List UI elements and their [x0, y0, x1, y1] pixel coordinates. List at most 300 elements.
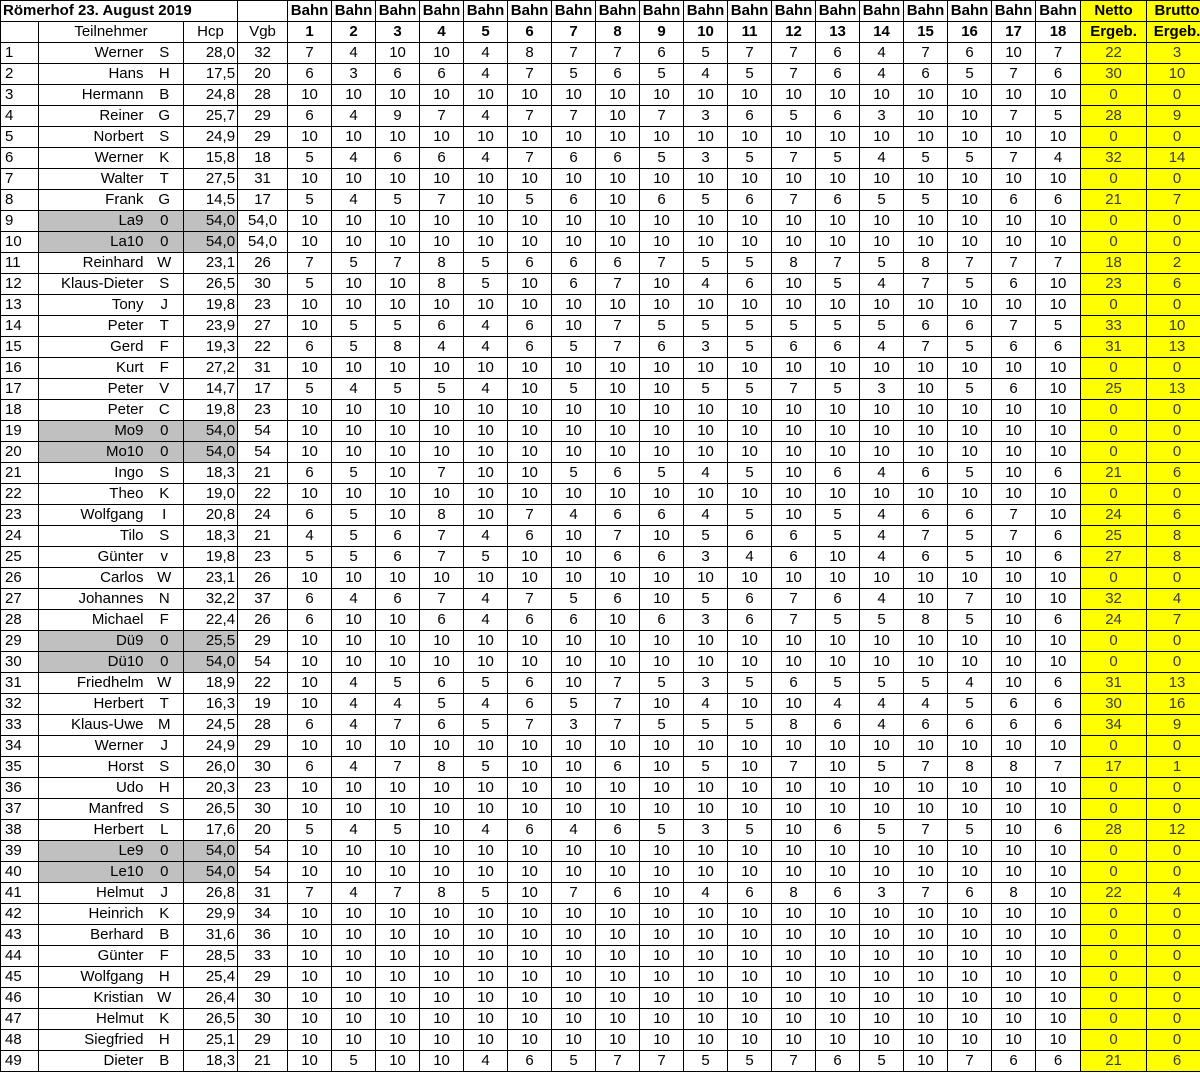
- score-cell: 3: [860, 379, 904, 400]
- score-cell: 5: [684, 589, 728, 610]
- score-cell: 7: [948, 589, 992, 610]
- score-cell: 10: [508, 799, 552, 820]
- score-cell: 10: [948, 211, 992, 232]
- vgb-cell: 33: [238, 946, 288, 967]
- score-cell: 4: [332, 190, 376, 211]
- participant-initial: J: [146, 883, 184, 904]
- score-cell: 10: [596, 127, 640, 148]
- score-cell: 10: [816, 988, 860, 1009]
- score-cell: 7: [992, 316, 1036, 337]
- score-cell: 10: [552, 400, 596, 421]
- row-number: 46: [1, 988, 39, 1009]
- score-cell: 10: [552, 862, 596, 883]
- score-cell: 7: [772, 148, 816, 169]
- score-cell: 3: [684, 820, 728, 841]
- score-cell: 10: [772, 274, 816, 295]
- score-cell: 10: [332, 652, 376, 673]
- score-cell: 10: [508, 274, 552, 295]
- score-cell: 7: [904, 526, 948, 547]
- score-cell: 4: [728, 547, 772, 568]
- table-row: [1, 883, 1200, 904]
- netto-result: 0: [1081, 211, 1147, 232]
- score-cell: 5: [816, 316, 860, 337]
- score-cell: 10: [1036, 379, 1081, 400]
- participant-name: Le10: [39, 862, 146, 883]
- table-row: [1, 925, 1200, 946]
- score-cell: 5: [860, 673, 904, 694]
- brutto-result: 6: [1147, 274, 1200, 295]
- score-cell: 10: [288, 1030, 332, 1051]
- table-row: [1, 295, 1200, 316]
- score-cell: 10: [596, 421, 640, 442]
- participant-name: Dü9: [39, 631, 146, 652]
- score-cell: 10: [728, 652, 772, 673]
- table-row: [1, 589, 1200, 610]
- score-cell: 6: [816, 463, 860, 484]
- score-cell: 10: [288, 904, 332, 925]
- table-row: [1, 526, 1200, 547]
- score-cell: 10: [508, 778, 552, 799]
- score-cell: 10: [904, 127, 948, 148]
- score-cell: 10: [1036, 127, 1081, 148]
- score-cell: 10: [904, 736, 948, 757]
- score-cell: 10: [1036, 211, 1081, 232]
- score-cell: 10: [464, 778, 508, 799]
- score-cell: 10: [420, 43, 464, 64]
- row-number: 40: [1, 862, 39, 883]
- score-cell: 10: [420, 946, 464, 967]
- score-cell: 10: [728, 736, 772, 757]
- score-cell: 10: [376, 946, 420, 967]
- score-cell: 10: [684, 736, 728, 757]
- score-cell: 5: [728, 505, 772, 526]
- score-cell: 6: [640, 505, 684, 526]
- score-cell: 10: [948, 421, 992, 442]
- table-row: [1, 400, 1200, 421]
- vgb-cell: 28: [238, 85, 288, 106]
- score-cell: 10: [640, 379, 684, 400]
- score-cell: 10: [640, 736, 684, 757]
- score-cell: 7: [816, 253, 860, 274]
- netto-result: 32: [1081, 589, 1147, 610]
- score-cell: 10: [684, 862, 728, 883]
- participant-name: Johannes: [39, 589, 146, 610]
- score-cell: 4: [860, 505, 904, 526]
- participant-initial: H: [146, 778, 184, 799]
- row-number: 38: [1, 820, 39, 841]
- vgb-cell: 29: [238, 736, 288, 757]
- score-cell: 10: [332, 1009, 376, 1030]
- score-cell: 10: [1036, 841, 1081, 862]
- netto-result: 0: [1081, 799, 1147, 820]
- score-cell: 10: [376, 505, 420, 526]
- score-cell: 10: [904, 799, 948, 820]
- participant-initial: H: [146, 64, 184, 85]
- score-cell: 4: [464, 43, 508, 64]
- brutto-result: 0: [1147, 169, 1200, 190]
- score-cell: 10: [992, 421, 1036, 442]
- row-number: 30: [1, 652, 39, 673]
- brutto-result: 3: [1147, 43, 1200, 64]
- score-cell: 10: [904, 946, 948, 967]
- score-cell: 4: [332, 757, 376, 778]
- participant-initial: G: [146, 190, 184, 211]
- score-cell: 4: [860, 547, 904, 568]
- score-cell: 10: [596, 169, 640, 190]
- netto-result: 25: [1081, 526, 1147, 547]
- score-cell: 4: [376, 694, 420, 715]
- score-cell: 4: [860, 43, 904, 64]
- score-cell: 10: [772, 232, 816, 253]
- score-cell: 10: [288, 421, 332, 442]
- table-row: [1, 715, 1200, 736]
- score-cell: 4: [464, 610, 508, 631]
- score-cell: 5: [376, 190, 420, 211]
- score-cell: 6: [728, 526, 772, 547]
- score-cell: 10: [1036, 778, 1081, 799]
- score-cell: 6: [596, 253, 640, 274]
- score-cell: 10: [1036, 169, 1081, 190]
- hcp-cell: 14,7: [184, 379, 238, 400]
- participant-name: Peter: [39, 316, 146, 337]
- hcp-cell: 28,5: [184, 946, 238, 967]
- participant-name: Tilo: [39, 526, 146, 547]
- table-row: [1, 169, 1200, 190]
- score-cell: 10: [992, 610, 1036, 631]
- score-cell: 5: [288, 148, 332, 169]
- score-cell: 10: [1036, 505, 1081, 526]
- score-cell: 10: [596, 778, 640, 799]
- score-cell: 6: [948, 43, 992, 64]
- score-cell: 10: [288, 358, 332, 379]
- score-cell: 4: [860, 526, 904, 547]
- score-cell: 10: [332, 211, 376, 232]
- hcp-cell: 26,4: [184, 988, 238, 1009]
- score-cell: 10: [640, 988, 684, 1009]
- score-cell: 6: [1036, 526, 1081, 547]
- score-cell: 10: [464, 988, 508, 1009]
- score-cell: 10: [464, 1030, 508, 1051]
- hcp-cell: 26,0: [184, 757, 238, 778]
- hcp-cell: 54,0: [184, 232, 238, 253]
- score-cell: 10: [464, 652, 508, 673]
- participant-name: Heinrich: [39, 904, 146, 925]
- score-cell: 4: [684, 463, 728, 484]
- row-number: 23: [1, 505, 39, 526]
- participant-name: Berhard: [39, 925, 146, 946]
- score-cell: 10: [420, 736, 464, 757]
- score-cell: 10: [684, 841, 728, 862]
- score-cell: 10: [464, 85, 508, 106]
- score-cell: 8: [772, 715, 816, 736]
- score-cell: 10: [508, 85, 552, 106]
- bahn-header-7: Bahn: [552, 1, 596, 22]
- score-cell: 4: [860, 715, 904, 736]
- score-cell: 6: [728, 274, 772, 295]
- score-cell: 10: [552, 673, 596, 694]
- score-cell: 10: [596, 967, 640, 988]
- vgb-cell: 22: [238, 484, 288, 505]
- score-cell: 5: [420, 379, 464, 400]
- score-cell: 10: [332, 904, 376, 925]
- score-cell: 6: [816, 1051, 860, 1072]
- score-cell: 10: [948, 358, 992, 379]
- score-cell: 10: [772, 925, 816, 946]
- vgb-cell: 54: [238, 442, 288, 463]
- score-cell: 4: [464, 106, 508, 127]
- score-cell: 10: [288, 736, 332, 757]
- netto-result: 0: [1081, 358, 1147, 379]
- table-row: [1, 841, 1200, 862]
- score-cell: 10: [552, 127, 596, 148]
- score-cell: 6: [904, 715, 948, 736]
- score-cell: 5: [508, 190, 552, 211]
- score-cell: 7: [992, 106, 1036, 127]
- score-cell: 7: [596, 694, 640, 715]
- score-cell: 10: [772, 421, 816, 442]
- score-cell: 10: [948, 295, 992, 316]
- score-cell: 10: [552, 169, 596, 190]
- brutto-result: 0: [1147, 904, 1200, 925]
- score-cell: 6: [1036, 463, 1081, 484]
- score-cell: 10: [288, 85, 332, 106]
- participant-name: Herbert: [39, 694, 146, 715]
- score-cell: 10: [464, 127, 508, 148]
- participant-name: Werner: [39, 43, 146, 64]
- table-row: [1, 694, 1200, 715]
- score-cell: 5: [684, 715, 728, 736]
- netto-result: 28: [1081, 820, 1147, 841]
- participant-name: Herbert: [39, 820, 146, 841]
- netto-result: 0: [1081, 442, 1147, 463]
- score-cell: 7: [772, 43, 816, 64]
- score-cell: 5: [332, 526, 376, 547]
- score-cell: 10: [992, 232, 1036, 253]
- netto-result: 31: [1081, 337, 1147, 358]
- score-cell: 10: [420, 862, 464, 883]
- table-row: [1, 274, 1200, 295]
- score-cell: 8: [420, 274, 464, 295]
- score-cell: 10: [772, 505, 816, 526]
- score-cell: 10: [992, 169, 1036, 190]
- score-cell: 4: [1036, 148, 1081, 169]
- score-cell: 5: [860, 1051, 904, 1072]
- score-cell: 7: [420, 589, 464, 610]
- score-cell: 6: [288, 757, 332, 778]
- score-cell: 10: [904, 631, 948, 652]
- score-cell: 3: [860, 106, 904, 127]
- score-cell: 10: [772, 736, 816, 757]
- hole-number-11: 11: [728, 22, 772, 43]
- score-cell: 5: [728, 463, 772, 484]
- bahn-header-18: Bahn: [1036, 1, 1081, 22]
- vgb-cell: 31: [238, 169, 288, 190]
- score-cell: 6: [420, 673, 464, 694]
- score-cell: 5: [816, 379, 860, 400]
- score-cell: 6: [992, 694, 1036, 715]
- brutto-result: 0: [1147, 400, 1200, 421]
- score-cell: 10: [992, 400, 1036, 421]
- score-cell: 5: [728, 337, 772, 358]
- score-cell: 7: [288, 43, 332, 64]
- bahn-header-14: Bahn: [860, 1, 904, 22]
- score-cell: 10: [332, 85, 376, 106]
- score-cell: 10: [728, 757, 772, 778]
- brutto-result: 0: [1147, 841, 1200, 862]
- score-cell: 10: [332, 295, 376, 316]
- score-cell: 5: [948, 547, 992, 568]
- score-cell: 10: [684, 85, 728, 106]
- score-cell: 10: [596, 568, 640, 589]
- row-number: 13: [1, 295, 39, 316]
- score-cell: 10: [904, 295, 948, 316]
- netto-result: 34: [1081, 715, 1147, 736]
- table-row: [1, 778, 1200, 799]
- score-cell: 5: [420, 694, 464, 715]
- score-cell: 6: [1036, 190, 1081, 211]
- score-cell: 7: [992, 64, 1036, 85]
- row-number: 37: [1, 799, 39, 820]
- score-cell: 6: [640, 547, 684, 568]
- netto-result: 18: [1081, 253, 1147, 274]
- score-cell: 4: [464, 694, 508, 715]
- score-cell: 8: [508, 43, 552, 64]
- score-cell: 10: [728, 904, 772, 925]
- score-cell: 10: [816, 946, 860, 967]
- participant-name: Kurt: [39, 358, 146, 379]
- score-cell: 7: [640, 106, 684, 127]
- score-cell: 10: [948, 988, 992, 1009]
- hcp-cell: 19,8: [184, 400, 238, 421]
- netto-result: 0: [1081, 568, 1147, 589]
- vgb-header-top: [238, 1, 288, 22]
- score-cell: 10: [816, 400, 860, 421]
- score-cell: 6: [1036, 715, 1081, 736]
- hole-number-2: 2: [332, 22, 376, 43]
- score-cell: 10: [772, 358, 816, 379]
- score-cell: 4: [464, 1051, 508, 1072]
- score-cell: 6: [948, 715, 992, 736]
- score-cell: 10: [464, 946, 508, 967]
- score-cell: 7: [772, 757, 816, 778]
- score-cell: 10: [640, 526, 684, 547]
- score-cell: 10: [332, 610, 376, 631]
- score-cell: 10: [904, 988, 948, 1009]
- score-cell: 10: [376, 211, 420, 232]
- score-cell: 10: [640, 589, 684, 610]
- score-cell: 10: [332, 484, 376, 505]
- score-cell: 10: [508, 631, 552, 652]
- netto-result: 0: [1081, 1030, 1147, 1051]
- score-cell: 6: [1036, 337, 1081, 358]
- score-cell: 10: [1036, 967, 1081, 988]
- netto-result: 33: [1081, 316, 1147, 337]
- vgb-cell: 36: [238, 925, 288, 946]
- score-cell: 10: [376, 1009, 420, 1030]
- score-cell: 10: [904, 1051, 948, 1072]
- vgb-cell: 29: [238, 1030, 288, 1051]
- score-cell: 5: [1036, 316, 1081, 337]
- score-cell: 8: [992, 883, 1036, 904]
- score-cell: 10: [332, 946, 376, 967]
- score-cell: 6: [596, 757, 640, 778]
- score-cell: 7: [596, 715, 640, 736]
- score-cell: 6: [772, 673, 816, 694]
- score-cell: 10: [816, 421, 860, 442]
- score-cell: 5: [948, 274, 992, 295]
- score-cell: 5: [728, 820, 772, 841]
- score-cell: 10: [948, 232, 992, 253]
- score-cell: 5: [640, 64, 684, 85]
- score-cell: 10: [1036, 862, 1081, 883]
- score-cell: 10: [860, 778, 904, 799]
- score-cell: 10: [288, 778, 332, 799]
- score-cell: 4: [332, 148, 376, 169]
- hcp-cell: 29,9: [184, 904, 238, 925]
- row-number: 27: [1, 589, 39, 610]
- score-cell: 5: [332, 253, 376, 274]
- header-row-1: [1, 1, 1200, 22]
- score-cell: 10: [948, 946, 992, 967]
- vgb-cell: 31: [238, 883, 288, 904]
- score-cell: 4: [904, 694, 948, 715]
- brutto-result: 13: [1147, 337, 1200, 358]
- vgb-cell: 21: [238, 1051, 288, 1072]
- score-cell: 5: [860, 757, 904, 778]
- score-cell: 10: [684, 421, 728, 442]
- score-cell: 6: [816, 715, 860, 736]
- score-cell: 10: [640, 85, 684, 106]
- score-cell: 10: [420, 820, 464, 841]
- participant-initial: 0: [146, 211, 184, 232]
- bahn-header-4: Bahn: [420, 1, 464, 22]
- score-cell: 10: [420, 1051, 464, 1072]
- score-cell: 3: [684, 547, 728, 568]
- vgb-cell: 17: [238, 190, 288, 211]
- score-cell: 10: [464, 421, 508, 442]
- score-cell: 10: [596, 211, 640, 232]
- score-cell: 10: [552, 1030, 596, 1051]
- vgb-cell: 23: [238, 295, 288, 316]
- score-cell: 10: [508, 946, 552, 967]
- participant-name: Kristian: [39, 988, 146, 1009]
- score-cell: 10: [464, 904, 508, 925]
- score-cell: 5: [860, 316, 904, 337]
- score-cell: 10: [508, 757, 552, 778]
- score-cell: 4: [332, 694, 376, 715]
- score-cell: 10: [948, 1009, 992, 1030]
- vgb-header: Vgb: [238, 22, 288, 43]
- table-row: [1, 379, 1200, 400]
- score-cell: 10: [948, 778, 992, 799]
- score-cell: 10: [376, 169, 420, 190]
- score-cell: 10: [992, 652, 1036, 673]
- score-cell: 10: [860, 568, 904, 589]
- brutto-result: 0: [1147, 421, 1200, 442]
- score-cell: 10: [596, 904, 640, 925]
- score-cell: 10: [376, 778, 420, 799]
- score-cell: 10: [464, 484, 508, 505]
- score-cell: 10: [728, 841, 772, 862]
- score-cell: 7: [552, 106, 596, 127]
- score-cell: 10: [376, 484, 420, 505]
- participant-initial: S: [146, 43, 184, 64]
- score-cell: 10: [552, 925, 596, 946]
- score-cell: 10: [552, 736, 596, 757]
- score-cell: 10: [420, 358, 464, 379]
- score-cell: 10: [640, 883, 684, 904]
- score-cell: 7: [904, 820, 948, 841]
